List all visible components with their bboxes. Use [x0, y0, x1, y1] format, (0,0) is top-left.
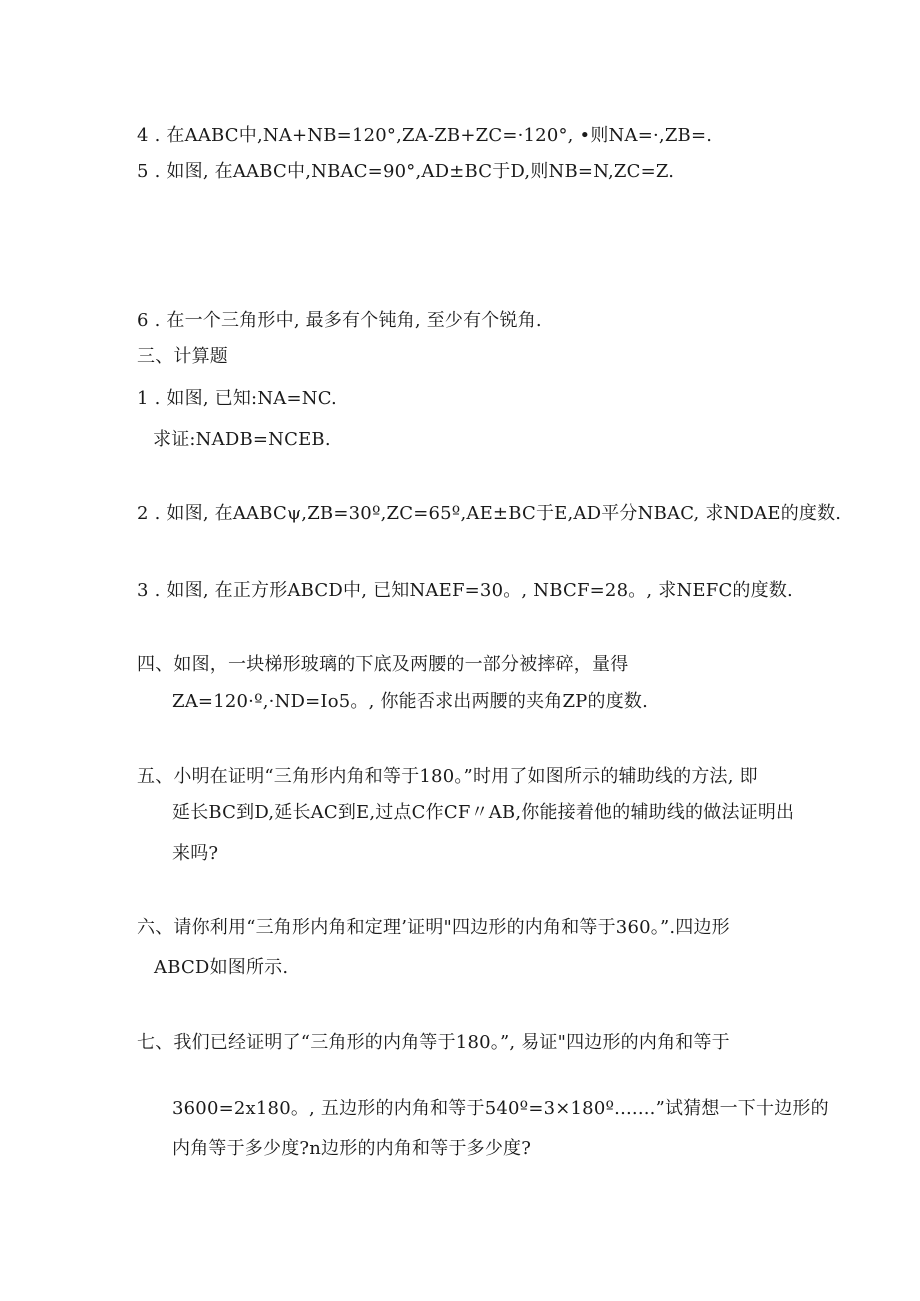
section-5-line-2: 延长BC到D,延长AC到E,过点C作CF〃AB,你能接着他的辅助线的做法证明出 [172, 802, 795, 823]
section-heading-3: 三、计算题 [137, 346, 228, 367]
section-6-line-1: 六、请你利用“三角形内角和定理’证明"四边形的内角和等于360。”.四边形 [137, 917, 730, 938]
calc-question-3: 3 . 如图, 在正方形ABCD中, 已知NAEF=30。, NBCF=28。, 求NEFC的度数. [137, 580, 793, 601]
question-4: 4 . 在AABC中,NA+NB=120°,ZA-ZB+ZC=·120°, •则NA=·,ZB=. [137, 125, 713, 146]
calc-question-1-proof: 求证:NADB=NCEB. [153, 429, 331, 450]
calc-question-1: 1 . 如图, 已知:NA=NC. [137, 388, 337, 409]
question-5: 5 . 如图, 在AABC中,NBAC=90°,AD±BC于D,则NB=N,ZC=Z. [137, 161, 675, 182]
section-7-line-2: 3600=2x180。, 五边形的内角和等于540º=3×180º.......”试猜想一下十边形的 [172, 1098, 829, 1119]
section-4-line-2: ZA=120·º,·ND=Io5。, 你能否求出两腰的夹角ZP的度数. [172, 691, 649, 712]
section-4-line-1: 四、如图，一块梯形玻璃的下底及两腰的一部分被摔碎，量得 [137, 654, 629, 675]
section-7-line-1: 七、我们已经证明了“三角形的内角等于180。”, 易证"四边形的内角和等于 [137, 1032, 730, 1053]
section-7-line-3: 内角等于多少度?n边形的内角和等于多少度? [172, 1138, 532, 1159]
section-5-line-1: 五、小明在证明“三角形内角和等于180。”时用了如图所示的辅助线的方法, 即 [137, 766, 758, 787]
section-6-line-2: ABCD如图所示. [154, 957, 289, 978]
question-6: 6 . 在一个三角形中, 最多有个钝角, 至少有个锐角. [137, 310, 542, 331]
calc-question-2: 2 . 如图, 在AABCψ,ZB=30º,ZC=65º,AE±BC于E,AD平分NBAC, 求NDAE的度数. [137, 503, 842, 524]
section-5-line-3: 来吗? [172, 843, 219, 864]
